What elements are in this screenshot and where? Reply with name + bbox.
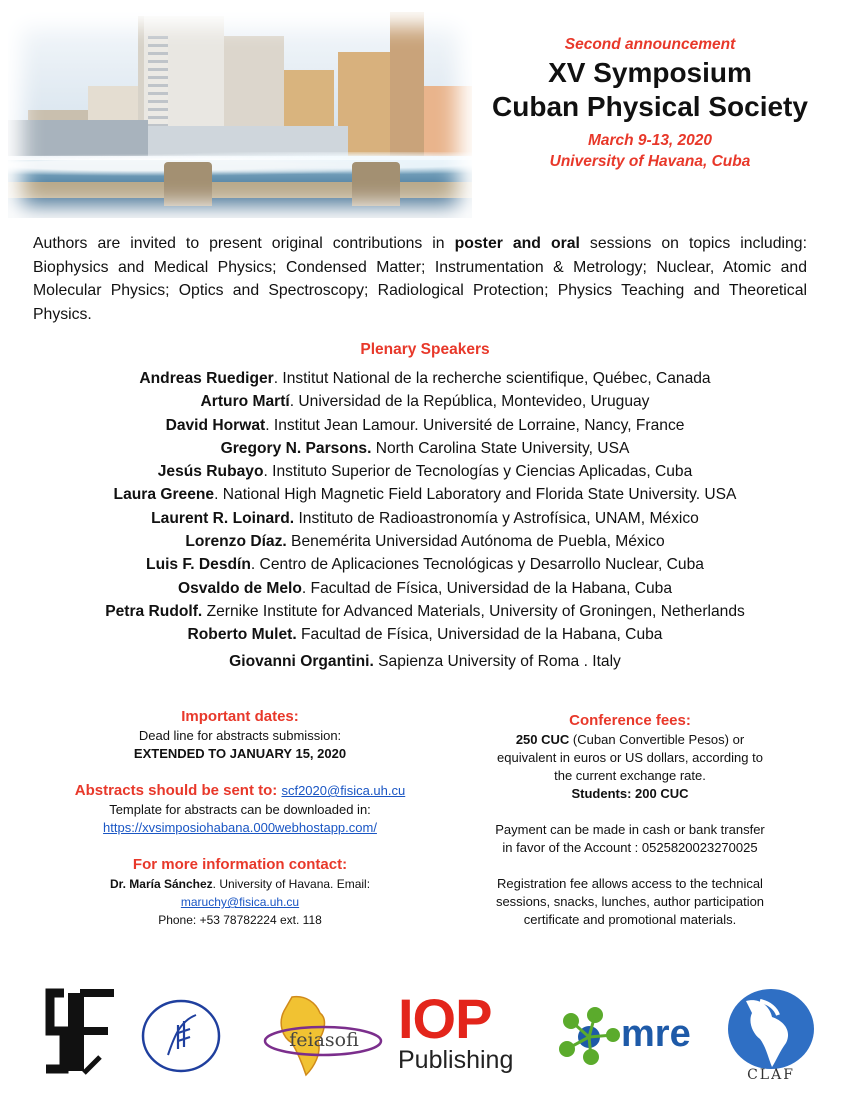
page-title: XV Symposium	[548, 57, 752, 88]
speaker-affiliation: . Institut Jean Lamour. Université de Lorraine, Nancy, France	[265, 416, 685, 434]
mre-logo-text: mre	[621, 1013, 691, 1055]
claf-logo-text: CLAF	[747, 1067, 795, 1083]
fee-line-2: equivalent in euros or US dollars, according to	[497, 750, 763, 765]
fee-amount: 250 CUC	[515, 732, 570, 747]
speaker-affiliation: . Institut National de la recherche scientifique, Québec, Canada	[273, 370, 711, 387]
speaker-name: Osvaldo de Melo	[177, 579, 302, 597]
speaker-name: Roberto Mulet.	[187, 626, 297, 644]
payment-line-1: Payment can be made in cash or bank transfer	[495, 822, 765, 837]
contact-heading: For more information contact:	[132, 856, 348, 873]
header-block	[480, 36, 820, 172]
speaker-affiliation: Instituto de Radioastronomía y Astrofísica, UNAM, México	[294, 509, 699, 527]
template-url-link[interactable]: https://xvsimposiohabana.000webhostapp.com/	[103, 820, 377, 835]
speaker-row	[20, 367, 830, 390]
payment-line-2: in favor of the Account : 0525820023270025	[502, 840, 758, 855]
page-subtitle: Cuban Physical Society	[492, 91, 808, 122]
iop-publishing-logo	[398, 987, 518, 1083]
speaker-affiliation: North Carolina State University, USA	[371, 439, 630, 457]
fees-heading: Conference fees:	[569, 712, 691, 729]
left-info-column	[40, 707, 440, 929]
speaker-name: Gregory N. Parsons.	[220, 439, 372, 457]
abstracts-line	[40, 781, 440, 801]
speaker-row	[20, 650, 830, 673]
registration-line-2: sessions, snacks, lunches, author participation	[495, 894, 765, 909]
claf-logo	[726, 987, 816, 1085]
speaker-affiliation: Sapienza University of Roma . Italy	[373, 652, 621, 670]
speaker-name: Lorenzo Díaz.	[185, 533, 287, 551]
template-text: Template for abstracts can be downloaded in:	[109, 802, 371, 817]
speaker-name: Andreas Ruediger	[139, 370, 274, 387]
speaker-affiliation: . Facultad de Física, Universidad de la Habana, Cuba	[301, 579, 673, 597]
speaker-name: David Horwat	[165, 416, 266, 434]
speaker-name: Jesús Rubayo	[157, 463, 264, 481]
student-fee: Students: 200 CUC	[571, 786, 689, 801]
speaker-row	[20, 600, 830, 623]
fee-note: (Cuban Convertible Pesos) or	[569, 732, 745, 747]
fees-column	[460, 711, 800, 929]
speaker-name: Arturo Martí	[200, 393, 290, 411]
speaker-row	[20, 390, 830, 413]
contact-email-link[interactable]: maruchy@fisica.uh.cu	[180, 895, 300, 909]
havana-skyline-photo	[8, 12, 472, 218]
iop-logo-text: IOP	[398, 987, 492, 1050]
abstracts-heading: Abstracts should be sent to:	[74, 782, 282, 799]
speaker-affiliation: Zernike Institute for Advanced Materials, University of Groningen, Netherlands	[202, 602, 745, 620]
speaker-row	[20, 577, 830, 600]
announcement-label: Second announcement	[564, 36, 736, 53]
scf-logo	[40, 987, 120, 1079]
fee-line	[460, 731, 800, 749]
feiasofi-logo	[262, 993, 384, 1079]
speaker-row	[20, 507, 830, 530]
fee-line-3: the current exchange rate.	[554, 768, 706, 783]
intro-text: Authors are invited to present original contributions in	[33, 235, 455, 252]
speaker-affiliation: . National High Magnetic Field Laboratory and Florida State University. USA	[214, 486, 737, 504]
registration-line-3: certificate and promotional materials.	[523, 912, 737, 927]
speaker-row	[20, 623, 830, 646]
feiasofi-logo-text: feiasofi	[289, 1029, 359, 1051]
contact-name: Dr. María Sánchez	[109, 877, 213, 891]
physics-society-emblem	[140, 997, 222, 1075]
plenary-speakers-heading: Plenary Speakers	[360, 341, 490, 358]
speaker-row	[20, 414, 830, 437]
speaker-row	[20, 483, 830, 506]
event-dates: March 9-13, 2020	[587, 132, 713, 149]
sponsor-logos	[0, 985, 850, 1085]
speaker-name: Luis F. Desdín	[146, 556, 251, 574]
speaker-name: Petra Rudolf.	[105, 602, 203, 620]
intro-paragraph	[33, 232, 807, 326]
speaker-row	[20, 530, 830, 553]
event-venue: University of Havana, Cuba	[549, 153, 751, 170]
speaker-affiliation: . Universidad de la República, Montevideo, Uruguay	[289, 393, 650, 411]
important-dates-heading: Important dates:	[181, 708, 299, 725]
contact-phone: Phone: +53 78782224 ext. 118	[158, 913, 322, 927]
contact-details: . University of Havana. Email:	[212, 877, 371, 891]
intro-bold-text: poster and oral	[454, 235, 580, 252]
speaker-name: Laura Greene	[113, 486, 215, 504]
abstracts-email-link[interactable]: scf2020@fisica.uh.cu	[281, 783, 406, 798]
speaker-name: Laurent R. Loinard.	[151, 509, 295, 527]
speaker-row	[20, 553, 830, 576]
speaker-row	[20, 437, 830, 460]
publishing-logo-text: Publishing	[398, 1046, 514, 1074]
speaker-affiliation: Facultad de Física, Universidad de la Habana, Cuba	[296, 626, 663, 644]
speaker-list	[20, 367, 830, 673]
speaker-affiliation: Benemérita Universidad Autónoma de Puebla, México	[286, 533, 665, 551]
intro-text-cont: sessions on topics including: Biophysics and Medical Physics; Condensed Matter; Instrumentation & Metrology; Nuclear, Atomic and Molecular Physics; Optics and Spectroscopy; Radiological Protection; Physics Teaching and Theoretical Physics.	[33, 235, 807, 323]
deadline-label: Dead line for abstracts submission:	[138, 728, 342, 743]
speaker-name: Giovanni Organtini.	[229, 652, 374, 670]
registration-line-1: Registration fee allows access to the technical	[497, 876, 763, 891]
contact-line	[40, 875, 440, 893]
deadline-value: EXTENDED TO JANUARY 15, 2020	[133, 746, 347, 761]
mre-logo	[555, 1005, 700, 1069]
speaker-row	[20, 460, 830, 483]
speaker-affiliation: . Instituto Superior de Tecnologías y Ciencias Aplicadas, Cuba	[263, 463, 693, 481]
speaker-affiliation: . Centro de Aplicaciones Tecnológicas y Desarrollo Nuclear, Cuba	[250, 556, 704, 574]
